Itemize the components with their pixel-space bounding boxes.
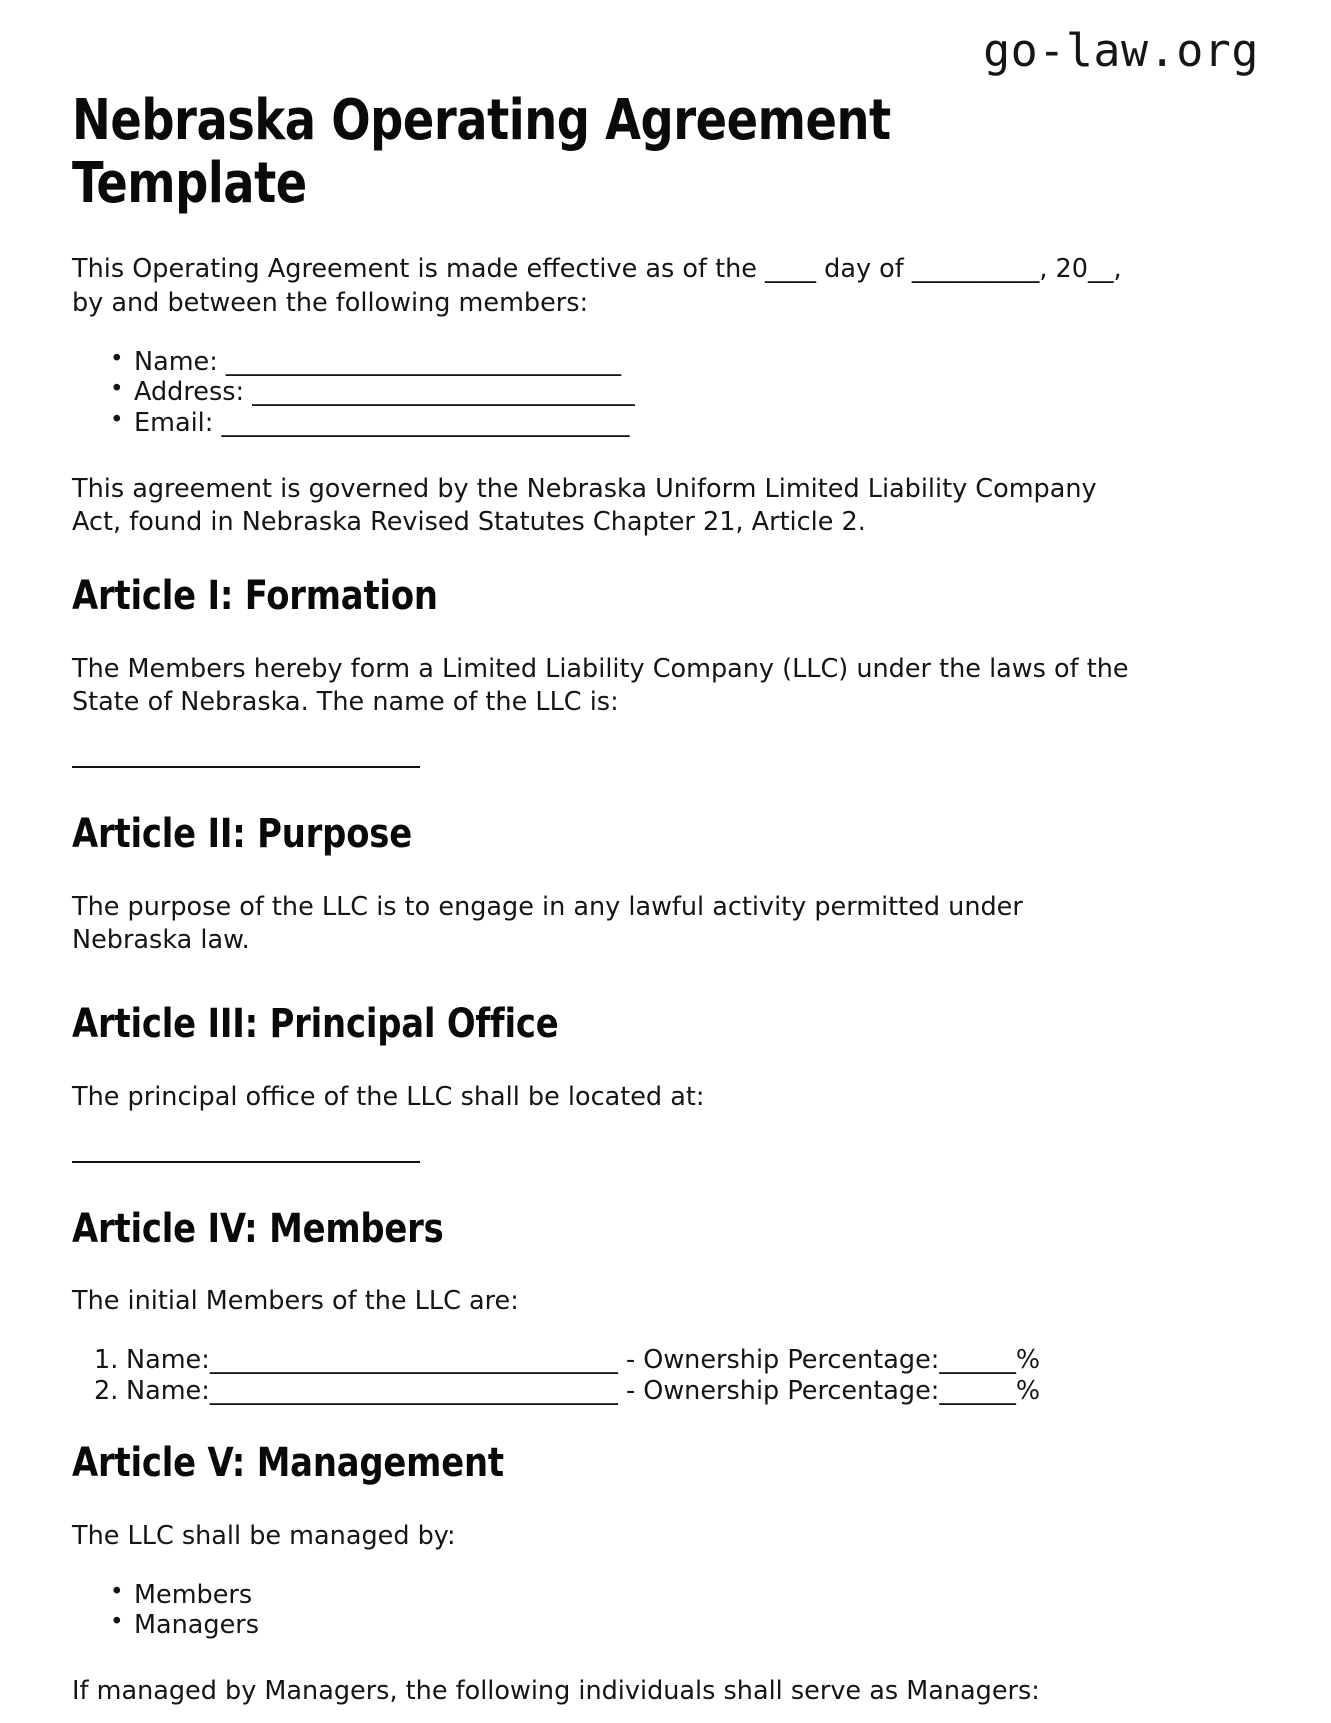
article-heading-5: Article V: Management	[72, 1440, 504, 1487]
article-heading-1: Article I: Formation	[72, 572, 438, 619]
row-separator: -	[625, 1376, 636, 1407]
article-heading-4: Article IV: Members	[72, 1205, 444, 1252]
spacer	[72, 1163, 1259, 1207]
row-separator: -	[625, 1344, 636, 1375]
article-body-5: The LLC shall be managed by:	[72, 1520, 456, 1551]
spacer	[72, 857, 1259, 891]
spacer	[72, 958, 1259, 1002]
article-body-2: The purpose of the LLC is to engage in any lawful activity permitted under Nebraska law.	[72, 891, 1023, 956]
member-name-blank[interactable]: ________________________________	[209, 1376, 618, 1407]
ownership-label: Ownership Percentage:	[643, 1376, 940, 1407]
spacer	[72, 1407, 1259, 1441]
percent-sign: %	[1015, 1344, 1041, 1375]
management-options-list	[72, 1580, 1259, 1641]
spacer	[72, 321, 1259, 347]
managers-note-paragraph: If managed by Managers, the following individuals shall serve as Managers:	[72, 1675, 1040, 1706]
ownership-blank[interactable]: ______	[939, 1376, 1016, 1407]
article-body-4: The initial Members of the LLC are:	[72, 1286, 519, 1317]
list-item: • Address: ______________________________	[134, 377, 1259, 408]
list-item	[126, 1376, 1259, 1407]
list-item: • Members	[134, 1580, 1259, 1611]
member-fields-list	[72, 347, 1259, 439]
governing-law-paragraph: This agreement is governed by the Nebraska Uniform Limited Liability Company Act, found in Nebraska Revised Statutes Chapter 21, Article 2.	[72, 473, 1097, 538]
spacer	[72, 439, 1259, 473]
spacer	[72, 1554, 1259, 1580]
spacer	[72, 1641, 1259, 1675]
page-title: Nebraska Operating Agreement Template	[72, 88, 891, 216]
article-heading-2: Article II: Purpose	[72, 810, 412, 857]
member-name-label: Name:	[126, 1344, 210, 1375]
member-name-blank[interactable]: ________________________________	[209, 1344, 618, 1375]
article-body-1: The Members hereby form a Limited Liability Company (LLC) under the laws of the State of Nebraska. The name of the LLC is:	[72, 653, 1129, 718]
spacer	[72, 1319, 1259, 1345]
ownership-label: Ownership Percentage:	[643, 1344, 940, 1375]
spacer	[72, 1486, 1259, 1520]
list-item: • Email: ________________________________	[134, 408, 1259, 439]
spacer	[72, 215, 1259, 253]
list-item: • Name: _______________________________	[134, 347, 1259, 378]
list-item: • Managers	[134, 1610, 1259, 1641]
spacer	[72, 1251, 1259, 1285]
spacer	[72, 768, 1259, 812]
ownership-blank[interactable]: ______	[939, 1344, 1016, 1375]
list-item	[126, 1345, 1259, 1376]
members-ownership-list	[72, 1345, 1259, 1407]
spacer	[72, 1047, 1259, 1081]
site-logo-row	[72, 0, 1259, 84]
spacer	[72, 619, 1259, 653]
member-name-label: Name:	[126, 1376, 210, 1407]
article-body-3: The principal office of the LLC shall be located at:	[72, 1081, 705, 1112]
article-heading-3: Article III: Principal Office	[72, 1001, 559, 1048]
percent-sign: %	[1015, 1376, 1041, 1407]
spacer	[72, 540, 1259, 574]
spacer	[72, 720, 1259, 766]
site-logo[interactable]: go-law.org	[983, 24, 1259, 77]
intro-paragraph: This Operating Agreement is made effective as of the ____ day of __________, 20__, by and between the following members:	[72, 254, 1122, 319]
spacer	[72, 1115, 1259, 1161]
